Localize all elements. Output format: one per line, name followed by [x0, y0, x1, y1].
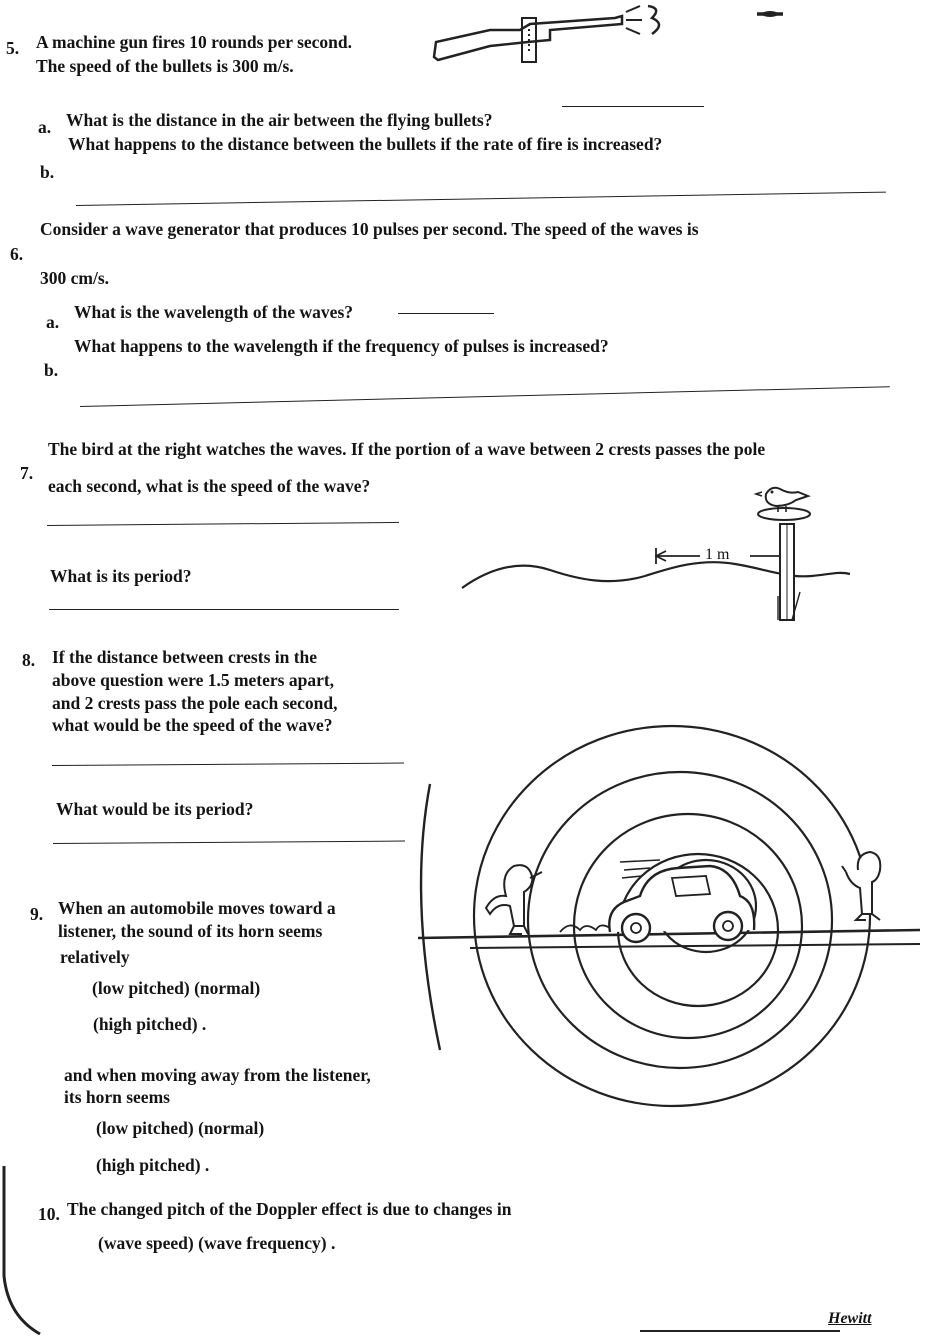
q7-text-line2: each second, what is the speed of the wave? — [48, 476, 371, 496]
q7-period-answer-line[interactable] — [49, 609, 399, 610]
doppler-car-diagram — [410, 720, 930, 1060]
q10-number: 10. — [38, 1204, 60, 1224]
q5-number: 5. — [6, 38, 20, 58]
q7-speed-answer-line[interactable] — [47, 522, 399, 526]
q9-options-toward-1[interactable]: (low pitched) (normal) — [92, 978, 261, 998]
machine-gun-drawing — [430, 2, 680, 62]
q8-text-line4: what would be the speed of the wave? — [52, 715, 333, 735]
q7-text-line1: The bird at the right watches the waves. If the portion of a wave between 2 crests passes the pole — [48, 439, 766, 459]
q9-number: 9. — [30, 904, 44, 924]
q10-text-line1: The changed pitch of the Doppler effect is due to changes in — [67, 1199, 512, 1219]
q10-options[interactable]: (wave speed) (wave frequency) . — [98, 1233, 336, 1253]
scale-label: 1 m — [705, 546, 730, 563]
q5b-label: b. — [40, 162, 55, 182]
q8-text-line1: If the distance between crests in the — [52, 647, 318, 667]
listener-left — [486, 865, 532, 926]
q8-period-answer-line[interactable] — [53, 841, 405, 844]
car-wheel-front — [714, 912, 742, 940]
q9-text-line3: relatively — [60, 947, 130, 967]
road-line-2 — [470, 944, 920, 948]
q6-number: 6. — [10, 244, 24, 264]
q8-speed-answer-line[interactable] — [52, 763, 404, 766]
q5-text-line2: The speed of the bullets is 300 m/s. — [36, 56, 294, 76]
q5a-label: a. — [38, 117, 52, 137]
q6a-text: What is the wavelength of the waves? — [74, 302, 354, 322]
q9-text-line4: and when moving away from the listener, — [64, 1065, 371, 1085]
q8-period-question: What would be its period? — [56, 799, 254, 819]
q6a-label: a. — [46, 312, 60, 332]
q5b-answer-line[interactable] — [76, 192, 886, 206]
q6-text-line1: Consider a wave generator that produces 10 pulses per second. The speed of the waves is — [40, 219, 699, 239]
q5a-text: What is the distance in the air between the flying bullets? — [66, 110, 493, 130]
q8-number: 8. — [22, 650, 36, 670]
q5b-text: What happens to the distance between the bullets if the rate of fire is increased? — [68, 134, 663, 154]
q6b-label: b. — [44, 360, 59, 380]
page-edge-curve — [0, 1166, 60, 1336]
q9-options-away-1[interactable]: (low pitched) (normal) — [96, 1118, 265, 1138]
publisher-signature: Hewitt — [828, 1310, 872, 1327]
footer-rule — [640, 1330, 840, 1332]
q7-number: 7. — [20, 463, 34, 483]
q9-options-away-2[interactable]: (high pitched) . — [96, 1155, 210, 1175]
q9-text-line5: its horn seems — [64, 1087, 170, 1107]
q6b-answer-line[interactable] — [80, 386, 890, 407]
wave-bird-pole-diagram — [460, 484, 860, 624]
q8-text-line3: and 2 crests pass the pole each second, — [52, 693, 338, 713]
q6b-text: What happens to the wavelength if the frequency of pulses is increased? — [74, 336, 609, 356]
exhaust — [560, 925, 610, 932]
car-wheel-rear — [622, 914, 650, 942]
q8-text-line2: above question were 1.5 meters apart, — [52, 670, 335, 690]
q9-options-toward-2[interactable]: (high pitched) . — [93, 1014, 207, 1034]
listener-right — [846, 852, 880, 914]
bird — [766, 488, 808, 506]
q9-text-line1: When an automobile moves toward a — [58, 898, 336, 918]
q5a-answer-line[interactable] — [562, 106, 704, 107]
bullet-mark — [755, 9, 785, 19]
q7-period-question: What is its period? — [50, 566, 192, 586]
wavefront-outer-left — [421, 784, 440, 1050]
q6-text-line2: 300 cm/s. — [40, 268, 110, 288]
q5-text-line1: A machine gun fires 10 rounds per second. — [36, 32, 353, 52]
q6a-answer-line[interactable] — [398, 313, 494, 314]
q9-text-line2: listener, the sound of its horn seems — [58, 921, 323, 941]
